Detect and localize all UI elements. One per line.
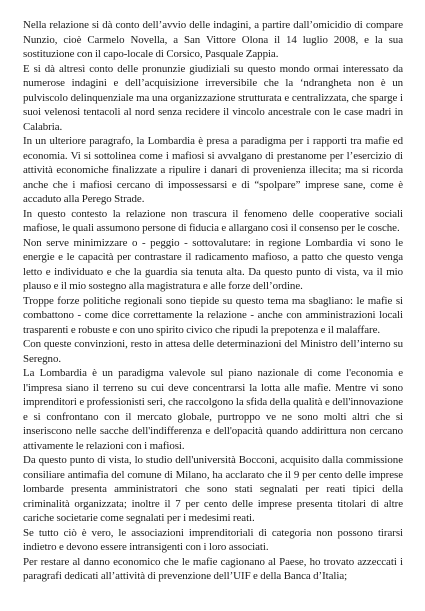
- paragraph-lombardy-paradigm: La Lombardia è un paradigma valevole sul piano nazionale di come l'economia e l'impresa siano il terreno su cui deve concentrarsi la lotta alle mafie. Mentre vi sono imprenditori e professionisti seri, che raccolgono la sfida della qualità e dell'innovazione e si confrontano con il mercato globale, purtroppo ve ne sono molti altri che si inseriscono nelle sacche dell'indifferenza e dell'opacità quando addirittura non cercano attivamente le relazioni con i mafiosi.: [23, 367, 403, 452]
- paragraph-seregno: Con queste convinzioni, resto in attesa delle determinazioni del Ministro dell’interno su Seregno.: [23, 338, 403, 365]
- paragraph-lombardy-economy: In un ulteriore paragrafo, la Lombardia è presa a paradigma per i rapporti tra mafie ed economia. Vi si sottolinea come i mafiosi si avvalgano di prestanome per l’esercizio di attività economiche finalizzate a ripulire i danari di provenienza illecita; ma si ricorda anche che i mafiosi cercano di impossessarsi e di “spolpare” imprese sane, come è accaduto alla Perego Strade.: [23, 135, 403, 205]
- paragraph-do-not-minimize: Non serve minimizzare o - peggio - sottovalutare: in regione Lombardia vi sono le energie e le capacità per contrastare il radicamento mafioso, a patto che questo venga letto e individuato e che la guardia sia tenuta alta. Da questo punto di vista, va il mio plauso e il mio sostegno alla magistratura e alle forze dell’ordine.: [23, 236, 403, 292]
- paragraph-economic-damage: Per restare al danno economico che le mafie cagionano al Paese, ho trovato azzeccati i paragrafi dedicati all’attività di prevenzione dell’UIF e della Banca d’Italia;: [23, 555, 403, 582]
- paragraph-business-associations: Se tutto ciò è vero, le associazioni imprenditoriali di categoria non possono tirarsi indietro e devono essere intransigenti con i loro associati.: [23, 526, 403, 553]
- paragraph-investigation-start: Nella relazione si dà conto dell’avvio delle indagini, a partire dall’omicidio di compare Nunzio, cioè Carmelo Novella, a San Vittore Olona il 14 luglio 2008, e la sua sostituzione con il capo-locale di Corsico, Pasquale Zappia.: [23, 19, 403, 60]
- paragraph-social-cooperatives: In questo contesto la relazione non trascura il fenomeno delle cooperative sociali mafiose, le quali assumono persone di fiducia e allargano così il consenso per le cosche.: [23, 207, 403, 234]
- paragraph-bocconi-study: Da questo punto di vista, lo studio dell'università Bocconi, acquisito dalla commissione consiliare antimafia del comune di Milano, ha acclarato che il 9 per cento delle imprese lombarde presenta amministratori che sono stati segnalati per reati tipici della criminalità organizzata; inoltre il 7 per cento delle imprese presenta titolari di altre cariche societarie come segnalati per i medesimi reati.: [23, 454, 403, 524]
- document-body: [23, 18, 403, 584]
- paragraph-judicial-rulings: E si dà altresì conto delle pronunzie giudiziali su questo mondo ormai interessato da numerose indagini e dell’acquisizione irreversibile che la ‘ndrangheta non è un pulviscolo delinquenziale ma una organizzazione strutturata e centralizzata, che sparge i suoi velenosi tentacoli al nord senza recidere il vincolo ancestrale con le case madri in Calabria.: [23, 62, 403, 133]
- paragraph-regional-politics: Troppe forze politiche regionali sono tiepide su questo tema ma sbagliano: le mafie si combattono - come dice correttamente la relazione - anche con amministrazioni locali trasparenti e robuste e con uno spirito civico che ripudi la prepotenza e il malaffare.: [23, 294, 403, 336]
